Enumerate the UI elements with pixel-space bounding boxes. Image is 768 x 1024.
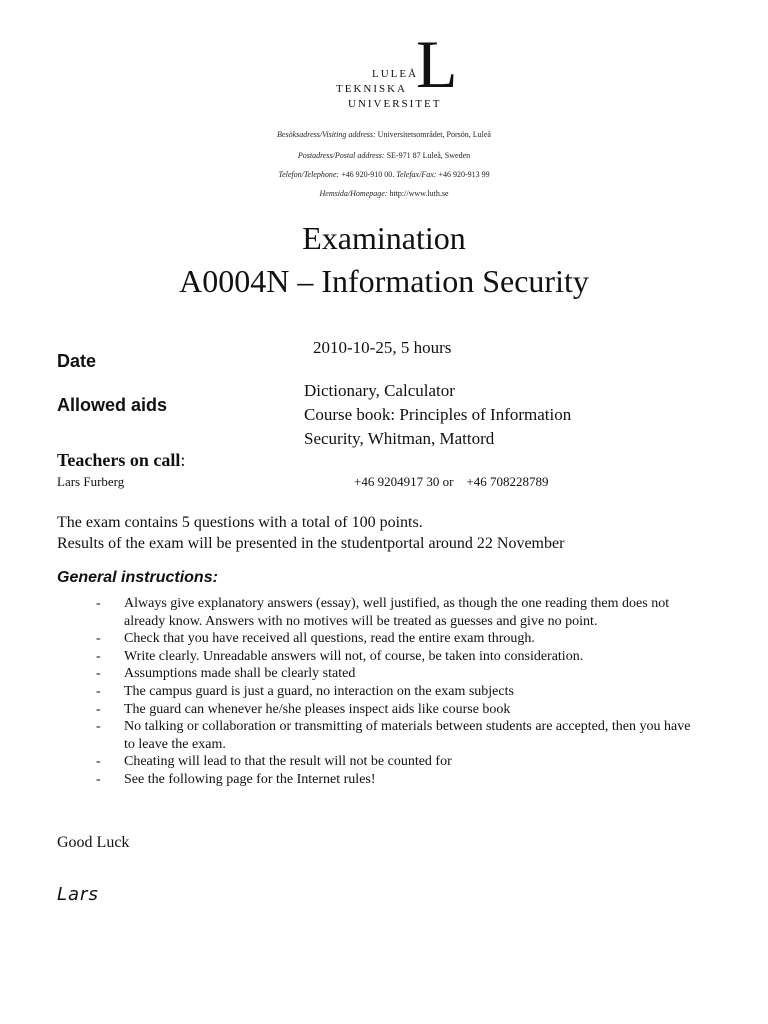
logo-line-3: UNIVERSITET bbox=[348, 98, 442, 110]
homepage-label: Hemsida/Homepage: bbox=[319, 189, 388, 198]
list-dash: - bbox=[96, 701, 101, 717]
date-label: Date bbox=[57, 351, 97, 371]
visiting-address-value: Universitetsområdet, Porsön, Luleå bbox=[377, 130, 491, 139]
list-dash: - bbox=[96, 771, 101, 787]
date-value: 2010-10-25, 5 hours bbox=[313, 338, 452, 357]
teacher-phone: +46 9204917 30 or +46 708228789 bbox=[354, 474, 549, 489]
visiting-address bbox=[0, 130, 768, 140]
phone-label: Telefon/Telephone: bbox=[278, 170, 340, 179]
list-dash: - bbox=[96, 754, 101, 770]
homepage-link[interactable]: http://www.luth.se bbox=[389, 189, 449, 198]
course-title: A0004N – Information Security bbox=[179, 263, 589, 299]
postal-address-value: SE-971 87 Luleå, Sweden bbox=[386, 151, 471, 160]
allowed-aids-label: Allowed aids bbox=[57, 395, 168, 415]
homepage bbox=[0, 189, 768, 199]
closing-text: Good Luck bbox=[57, 834, 130, 851]
list-item bbox=[96, 753, 696, 771]
list-item bbox=[96, 683, 696, 701]
exam-title: Examination bbox=[302, 220, 466, 256]
logo-line-1: LULEÅ bbox=[372, 68, 419, 80]
instruction-text: No talking or collaboration or transmitting of materials between students are accepted, then you have to leave the exam. bbox=[124, 719, 691, 752]
instruction-text: Write clearly. Unreadable answers will not, of course, be taken into consideration. bbox=[124, 648, 584, 664]
instruction-text: See the following page for the Internet rules! bbox=[124, 771, 376, 787]
list-item bbox=[96, 771, 696, 789]
logo-letter: L bbox=[416, 26, 458, 102]
postal-address bbox=[0, 151, 768, 161]
instruction-text: Cheating will lead to that the result will not be counted for bbox=[124, 754, 452, 770]
list-item bbox=[96, 701, 696, 719]
list-item bbox=[96, 648, 696, 666]
exam-summary bbox=[57, 512, 564, 554]
list-dash: - bbox=[96, 666, 101, 682]
allowed-aids-list bbox=[304, 379, 571, 451]
phone-fax bbox=[0, 170, 768, 180]
instruction-text: The campus guard is just a guard, no interaction on the exam subjects bbox=[124, 683, 514, 699]
fax-value: +46 920-913 99 bbox=[438, 170, 490, 179]
list-item bbox=[96, 595, 696, 630]
aids-line-1: Dictionary, Calculator bbox=[304, 381, 455, 400]
list-item bbox=[96, 718, 696, 753]
instruction-text: Always give explanatory answers (essay), well justified, as though the one reading them does not already know. Answers with no motives will be treated as guesses and give no point. bbox=[124, 596, 670, 629]
instruction-text: Assumptions made shall be clearly stated bbox=[124, 666, 356, 682]
visiting-address-label: Besöksadress/Visiting address: bbox=[277, 130, 376, 139]
logo-line-2: TEKNISKA bbox=[336, 83, 407, 95]
teachers-label-text: Teachers on call bbox=[57, 450, 181, 470]
instructions-heading: General instructions: bbox=[57, 569, 218, 586]
postal-address-label: Postadress/Postal address: bbox=[297, 151, 385, 160]
list-item bbox=[96, 630, 696, 648]
summary-line-2: Results of the exam will be presented in the studentportal around 22 November bbox=[57, 535, 565, 552]
list-item bbox=[96, 665, 696, 683]
aids-line-2: Course book: Principles of Information bbox=[304, 405, 572, 424]
teachers-label bbox=[57, 450, 185, 471]
instruction-text: The guard can whenever he/she pleases inspect aids like course book bbox=[124, 701, 511, 717]
teacher-name: Lars Furberg bbox=[57, 474, 125, 489]
instruction-text: Check that you have received all questions, read the entire exam through. bbox=[124, 631, 535, 647]
list-dash: - bbox=[96, 631, 101, 647]
teachers-label-colon: : bbox=[180, 450, 186, 470]
list-dash: - bbox=[96, 596, 101, 611]
fax-label: Telefax/Fax: bbox=[396, 170, 437, 179]
summary-line-1: The exam contains 5 questions with a total of 100 points. bbox=[57, 514, 423, 531]
list-dash: - bbox=[96, 648, 101, 664]
list-dash: - bbox=[96, 683, 101, 699]
instructions-list bbox=[96, 595, 696, 789]
phone-value: +46 920-910 00. bbox=[341, 170, 395, 179]
aids-line-3: Security, Whitman, Mattord bbox=[304, 429, 495, 448]
signature: Lars bbox=[57, 884, 99, 905]
list-dash: - bbox=[96, 719, 101, 735]
university-logo bbox=[330, 26, 460, 110]
